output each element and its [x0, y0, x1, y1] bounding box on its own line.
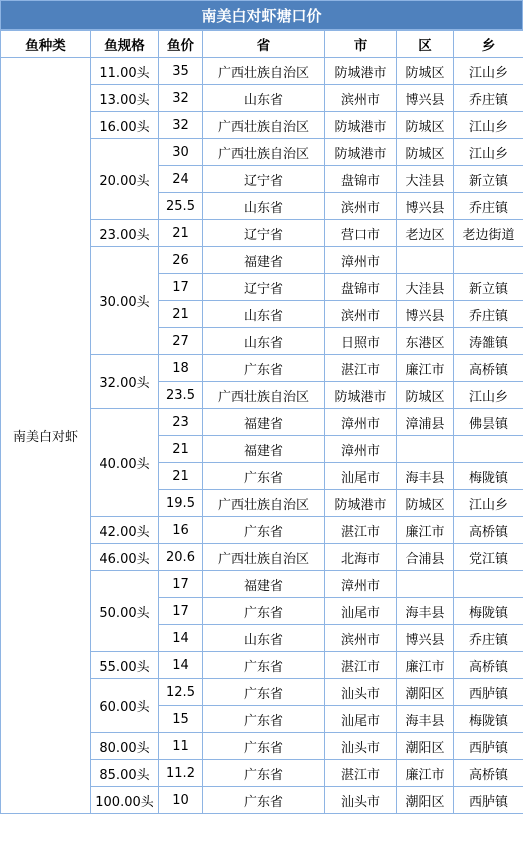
price-cell: 21 [159, 301, 203, 328]
township-cell: 西胪镇 [454, 733, 523, 760]
township-cell: 老边街道 [454, 220, 523, 247]
city-cell: 漳州市 [325, 247, 397, 274]
province-cell: 山东省 [203, 625, 325, 652]
price-cell: 17 [159, 598, 203, 625]
township-cell: 高桥镇 [454, 652, 523, 679]
spec-cell: 100.00头 [91, 787, 159, 814]
province-cell: 广东省 [203, 652, 325, 679]
district-cell: 海丰县 [397, 463, 454, 490]
header-district: 区 [397, 31, 454, 58]
province-cell: 山东省 [203, 301, 325, 328]
province-cell: 广西壮族自治区 [203, 490, 325, 517]
province-cell: 辽宁省 [203, 274, 325, 301]
district-cell: 防城区 [397, 490, 454, 517]
price-cell: 11.2 [159, 760, 203, 787]
city-cell: 漳州市 [325, 409, 397, 436]
district-cell: 防城区 [397, 58, 454, 85]
district-cell: 潮阳区 [397, 679, 454, 706]
province-cell: 福建省 [203, 409, 325, 436]
header-price: 鱼价 [159, 31, 203, 58]
district-cell: 潮阳区 [397, 787, 454, 814]
township-cell: 乔庄镇 [454, 301, 523, 328]
province-cell: 广西壮族自治区 [203, 139, 325, 166]
price-cell: 24 [159, 166, 203, 193]
province-cell: 广东省 [203, 355, 325, 382]
district-cell: 潮阳区 [397, 733, 454, 760]
city-cell: 盘锦市 [325, 166, 397, 193]
price-cell: 21 [159, 436, 203, 463]
province-cell: 福建省 [203, 571, 325, 598]
city-cell: 漳州市 [325, 436, 397, 463]
district-cell: 防城区 [397, 112, 454, 139]
township-cell [454, 436, 523, 463]
township-cell [454, 571, 523, 598]
district-cell: 廉江市 [397, 517, 454, 544]
district-cell [397, 571, 454, 598]
spec-cell: 55.00头 [91, 652, 159, 679]
price-cell: 12.5 [159, 679, 203, 706]
price-cell: 17 [159, 274, 203, 301]
township-cell: 江山乡 [454, 112, 523, 139]
species-cell: 南美白对虾 [1, 58, 91, 814]
township-cell: 江山乡 [454, 58, 523, 85]
city-cell: 防城港市 [325, 112, 397, 139]
spec-cell: 85.00头 [91, 760, 159, 787]
price-cell: 15 [159, 706, 203, 733]
city-cell: 汕尾市 [325, 598, 397, 625]
township-cell: 西胪镇 [454, 679, 523, 706]
city-cell: 汕尾市 [325, 463, 397, 490]
township-cell: 江山乡 [454, 382, 523, 409]
city-cell: 滨州市 [325, 193, 397, 220]
city-cell: 营口市 [325, 220, 397, 247]
province-cell: 广东省 [203, 679, 325, 706]
province-cell: 山东省 [203, 328, 325, 355]
province-cell: 山东省 [203, 85, 325, 112]
header-species: 鱼种类 [1, 31, 91, 58]
province-cell: 广东省 [203, 463, 325, 490]
city-cell: 滨州市 [325, 85, 397, 112]
table-body [1, 58, 523, 814]
township-cell: 江山乡 [454, 490, 523, 517]
township-cell: 新立镇 [454, 166, 523, 193]
spec-cell: 11.00头 [91, 58, 159, 85]
city-cell: 湛江市 [325, 652, 397, 679]
district-cell: 博兴县 [397, 625, 454, 652]
price-cell: 14 [159, 652, 203, 679]
district-cell: 廉江市 [397, 355, 454, 382]
city-cell: 滨州市 [325, 301, 397, 328]
header-province: 省 [203, 31, 325, 58]
header-city: 市 [325, 31, 397, 58]
price-cell: 19.5 [159, 490, 203, 517]
district-cell: 防城区 [397, 139, 454, 166]
city-cell: 汕头市 [325, 787, 397, 814]
city-cell: 湛江市 [325, 517, 397, 544]
district-cell: 大洼县 [397, 274, 454, 301]
district-cell: 海丰县 [397, 706, 454, 733]
price-cell: 30 [159, 139, 203, 166]
price-cell: 14 [159, 625, 203, 652]
price-cell: 32 [159, 112, 203, 139]
city-cell: 防城港市 [325, 490, 397, 517]
city-cell: 湛江市 [325, 355, 397, 382]
price-cell: 26 [159, 247, 203, 274]
province-cell: 广西壮族自治区 [203, 112, 325, 139]
price-cell: 21 [159, 220, 203, 247]
township-cell: 乔庄镇 [454, 193, 523, 220]
city-cell: 漳州市 [325, 571, 397, 598]
township-cell: 西胪镇 [454, 787, 523, 814]
city-cell: 防城港市 [325, 382, 397, 409]
spec-cell: 16.00头 [91, 112, 159, 139]
city-cell: 防城港市 [325, 58, 397, 85]
district-cell: 合浦县 [397, 544, 454, 571]
city-cell: 滨州市 [325, 625, 397, 652]
township-cell: 江山乡 [454, 139, 523, 166]
township-cell [454, 247, 523, 274]
district-cell: 大洼县 [397, 166, 454, 193]
spec-cell: 13.00头 [91, 85, 159, 112]
district-cell: 东港区 [397, 328, 454, 355]
township-cell: 乔庄镇 [454, 85, 523, 112]
township-cell: 佛昙镇 [454, 409, 523, 436]
price-cell: 21 [159, 463, 203, 490]
spec-cell: 23.00头 [91, 220, 159, 247]
district-cell: 博兴县 [397, 85, 454, 112]
spec-cell: 60.00头 [91, 679, 159, 733]
price-table [0, 30, 523, 814]
city-cell: 汕头市 [325, 679, 397, 706]
city-cell: 汕尾市 [325, 706, 397, 733]
spec-cell: 80.00头 [91, 733, 159, 760]
township-cell: 梅陇镇 [454, 463, 523, 490]
city-cell: 防城港市 [325, 139, 397, 166]
price-cell: 11 [159, 733, 203, 760]
township-cell: 梅陇镇 [454, 706, 523, 733]
district-cell: 廉江市 [397, 760, 454, 787]
district-cell: 博兴县 [397, 301, 454, 328]
price-cell: 25.5 [159, 193, 203, 220]
city-cell: 湛江市 [325, 760, 397, 787]
district-cell: 防城区 [397, 382, 454, 409]
province-cell: 广东省 [203, 787, 325, 814]
table-title: 南美白对虾塘口价 [0, 0, 523, 30]
township-cell: 乔庄镇 [454, 625, 523, 652]
province-cell: 广东省 [203, 517, 325, 544]
province-cell: 广东省 [203, 598, 325, 625]
price-cell: 35 [159, 58, 203, 85]
price-cell: 23.5 [159, 382, 203, 409]
table-row [1, 58, 523, 85]
province-cell: 辽宁省 [203, 166, 325, 193]
city-cell: 汕头市 [325, 733, 397, 760]
spec-cell: 46.00头 [91, 544, 159, 571]
province-cell: 广东省 [203, 760, 325, 787]
province-cell: 广西壮族自治区 [203, 544, 325, 571]
price-cell: 32 [159, 85, 203, 112]
district-cell: 博兴县 [397, 193, 454, 220]
township-cell: 高桥镇 [454, 355, 523, 382]
city-cell: 北海市 [325, 544, 397, 571]
province-cell: 山东省 [203, 193, 325, 220]
header-township: 乡 [454, 31, 523, 58]
spec-cell: 50.00头 [91, 571, 159, 652]
province-cell: 广东省 [203, 733, 325, 760]
township-cell: 高桥镇 [454, 760, 523, 787]
spec-cell: 20.00头 [91, 139, 159, 220]
district-cell: 廉江市 [397, 652, 454, 679]
township-cell: 新立镇 [454, 274, 523, 301]
city-cell: 盘锦市 [325, 274, 397, 301]
township-cell: 梅陇镇 [454, 598, 523, 625]
spec-cell: 40.00头 [91, 409, 159, 517]
province-cell: 福建省 [203, 436, 325, 463]
province-cell: 广东省 [203, 706, 325, 733]
price-cell: 27 [159, 328, 203, 355]
township-cell: 涛雒镇 [454, 328, 523, 355]
township-cell: 党江镇 [454, 544, 523, 571]
district-cell [397, 436, 454, 463]
district-cell: 老边区 [397, 220, 454, 247]
price-cell: 18 [159, 355, 203, 382]
spec-cell: 42.00头 [91, 517, 159, 544]
price-cell: 17 [159, 571, 203, 598]
province-cell: 辽宁省 [203, 220, 325, 247]
province-cell: 福建省 [203, 247, 325, 274]
spec-cell: 32.00头 [91, 355, 159, 409]
price-cell: 23 [159, 409, 203, 436]
province-cell: 广西壮族自治区 [203, 58, 325, 85]
price-cell: 20.6 [159, 544, 203, 571]
header-row [1, 31, 523, 58]
spec-cell: 30.00头 [91, 247, 159, 355]
district-cell: 漳浦县 [397, 409, 454, 436]
city-cell: 日照市 [325, 328, 397, 355]
district-cell [397, 247, 454, 274]
price-cell: 10 [159, 787, 203, 814]
price-cell: 16 [159, 517, 203, 544]
district-cell: 海丰县 [397, 598, 454, 625]
header-spec: 鱼规格 [91, 31, 159, 58]
township-cell: 高桥镇 [454, 517, 523, 544]
province-cell: 广西壮族自治区 [203, 382, 325, 409]
